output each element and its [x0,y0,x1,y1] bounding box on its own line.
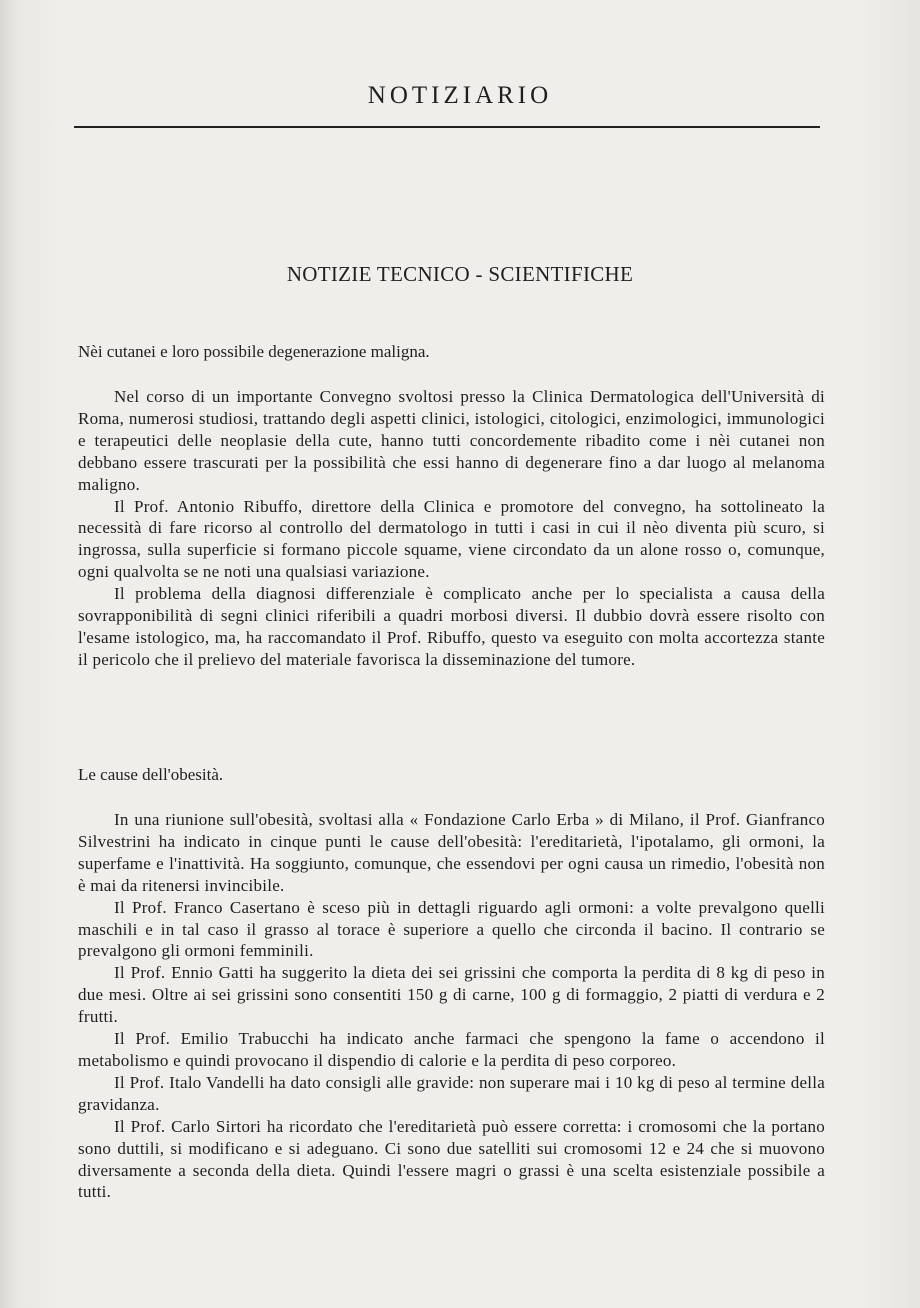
article-paragraph: Il Prof. Franco Casertano è sceso più in dettagli riguardo agli ormoni: a volte prevalgono quelli maschili e in tal caso il grasso al torace è superiore a quello che circonda il bacino. Il contrario se prevalgono gli ormoni femminili. [78,897,825,961]
article-paragraph: Il Prof. Italo Vandelli ha dato consigli alle gravide: non superare mai i 10 kg di peso al termine della gravidanza. [78,1072,825,1114]
section-title: NOTIZIE TECNICO - SCIENTIFICHE [286,262,634,286]
page-header-title: NOTIZIARIO [367,82,553,109]
article-paragraph: Il Prof. Antonio Ribuffo, direttore della Clinica e promotore del convegno, ha sottolineato la necessità di fare ricorso al controllo del dermatologo in tutti i casi in cui il nèo diventa più scuro, si ingrossa, sulla superficie si formano piccole squame, viene circondato da un alone rosso o, comunque, ogni qualvolta se ne noti una qualsiasi variazione. [78,496,825,582]
article-paragraph: Il Prof. Carlo Sirtori ha ricordato che l'ereditarietà può essere corretta: i cromosomi che la portano sono duttili, si modificano e si adeguano. Ci sono due satelliti sui cromosomi 12 e 24 che si muovono diversamente a seconda della dieta. Quindi l'essere magri o grassi è una scelta esistenziale possibile a tutti. [78,1116,825,1202]
article-heading: Le cause dell'obesità. [78,765,224,784]
article-paragraph: Nel corso di un importante Convegno svoltosi presso la Clinica Dermatologica dell'Università di Roma, numerosi studiosi, trattando degli aspetti clinici, istologici, citologici, enzimologici, immunologici e terapeutici delle neoplasie della cute, hanno tutti concordemente ribadito come i nèi cutanei non debbano essere trascurati per la possibilità che essi hanno di degenerare fino a dar luogo al melanoma maligno. [78,387,825,494]
article-paragraph: Il problema della diagnosi differenziale è complicato anche per lo specialista a causa della sovrapponibilità di segni clinici riferibili a quadri morbosi diversi. Il dubbio dovrà essere risolto con l'esame istologico, ma, ha raccomandato il Prof. Ribuffo, questo va eseguito con molta accortezza stante il pericolo che il prelievo del materiale favorisca la disseminazione del tumore. [78,584,825,669]
article-paragraph: Il Prof. Emilio Trabucchi ha indicato anche farmaci che spengono la fame o accendono il metabolismo e quindi provocano il dispendio di calorie e la perdita di peso corporeo. [78,1029,825,1070]
header-divider [74,126,820,128]
article-nei-cutanei [78,341,825,671]
article-obesita [78,764,825,1203]
article-paragraph: Il Prof. Ennio Gatti ha suggerito la dieta dei sei grissini che comporta la perdita di 8 kg di peso in due mesi. Oltre ai sei grissini sono consentiti 150 g di carne, 100 g di formaggio, 2 piatti di verdura e 2 frutti. [78,963,825,1027]
article-paragraph: In una riunione sull'obesità, svoltasi alla « Fondazione Carlo Erba » di Milano, il Prof. Gianfranco Silvestrini ha indicato in cinque punti le cause dell'obesità: l'ereditarietà, l'ipotalamo, gli ormoni, la superfame e l'inattività. Ha soggiunto, comunque, che essendovi per ogni causa un rimedio, l'obesità non è mai da ritenersi invincibile. [78,810,825,895]
article-heading: Nèi cutanei e loro possibile degenerazione maligna. [78,342,430,361]
